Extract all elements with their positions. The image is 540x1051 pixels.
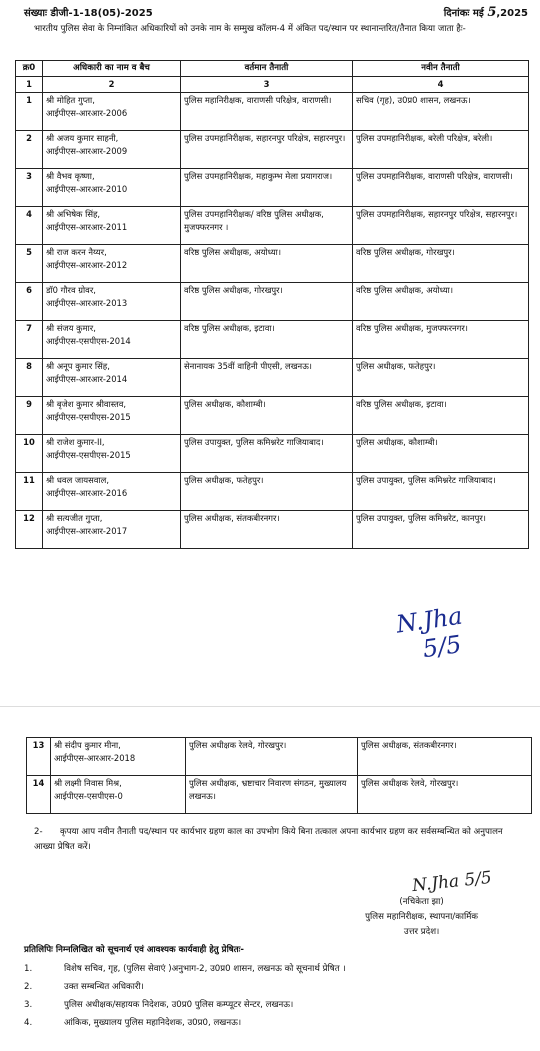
cell-serial: 7 — [16, 321, 43, 359]
cell-current-posting: पुलिस अधीक्षक, कौशाम्बी। — [181, 397, 353, 435]
cell-officer-name: श्री अनूप कुमार सिंह, आईपीएस-आरआर-2014 — [43, 359, 181, 397]
table-row — [16, 131, 529, 169]
cell-current-posting: पुलिस अधीक्षक, संतकबीरनगर। — [181, 511, 353, 549]
cell-new-posting: पुलिस अधीक्षक रेलवे, गोरखपुर। — [358, 776, 532, 814]
col-number: 3 — [181, 77, 353, 93]
copy-item — [24, 1016, 530, 1031]
cell-officer-name: श्री संदीप कुमार मीना, आईपीएस-आरआर-2018 — [51, 738, 186, 776]
cell-current-posting: पुलिस अधीक्षक, भ्रष्टाचार निवारण संगठन, मुख्यालय लखनऊ। — [186, 776, 358, 814]
table-row — [16, 397, 529, 435]
copy-item-text: उक्त सम्बन्धित अधिकारी। — [64, 982, 144, 992]
signatory-name: (नचिकेता झा) — [399, 897, 444, 907]
copy-item — [24, 998, 530, 1013]
signatory-state: उत्तर प्रदेश। — [403, 927, 440, 937]
cell-new-posting: वरिष्ठ पुलिस अधीक्षक, मुजफ्फरनगर। — [353, 321, 529, 359]
cell-current-posting: पुलिस महानिरीक्षक, वाराणसी परिक्षेत्र, वाराणसी। — [181, 93, 353, 131]
table-row — [16, 283, 529, 321]
cell-new-posting: पुलिस उपायुक्त, पुलिस कमिश्नरेट गाजियाबाद। — [353, 473, 529, 511]
cell-new-posting: पुलिस अधीक्षक, संतकबीरनगर। — [358, 738, 532, 776]
copy-item-text: आंकिक, मुख्यालय पुलिस महानिदेशक, उ0प्र0, लखनऊ। — [64, 1018, 242, 1028]
cell-serial: 12 — [16, 511, 43, 549]
cell-current-posting: पुलिस उपमहानिरीक्षक, महाकुम्भ मेला प्रयागराज। — [181, 169, 353, 207]
handwritten-signature-1: N.Jha 5/5 — [394, 601, 465, 667]
cell-officer-name: श्री अजय कुमार साहनी, आईपीएस-आरआर-2009 — [43, 131, 181, 169]
cell-new-posting: वरिष्ठ पुलिस अधीक्षक, इटावा। — [353, 397, 529, 435]
table-body-page-2 — [27, 738, 532, 814]
col-number: 4 — [353, 77, 529, 93]
table-row — [16, 359, 529, 397]
table-row — [16, 207, 529, 245]
copy-list — [24, 962, 530, 1031]
copy-item-number: 3. — [24, 1000, 33, 1010]
cell-current-posting: पुलिस उपायुक्त, पुलिस कमिश्नरेट गाजियाबाद। — [181, 435, 353, 473]
cell-current-posting: पुलिस अधीक्षक, फतेहपुर। — [181, 473, 353, 511]
cell-officer-name: श्री अभिषेक सिंह, आईपीएस-आरआर-2011 — [43, 207, 181, 245]
cell-officer-name: श्री राजेश कुमार-II, आईपीएस-एसपीएस-2015 — [43, 435, 181, 473]
copy-to-section — [24, 943, 530, 1034]
cell-officer-name: श्री वैभव कृष्णा, आईपीएस-आरआर-2010 — [43, 169, 181, 207]
cell-serial: 2 — [16, 131, 43, 169]
cell-new-posting: सचिव (गृह), उ0प्र0 शासन, लखनऊ। — [353, 93, 529, 131]
instruction-paragraph — [34, 825, 526, 855]
copy-heading: प्रतिलिपिः निम्नलिखित को सूचनार्थ एवं आवश्यक कार्यवाही हेतु प्रेषितः- — [24, 945, 244, 955]
cell-serial: 1 — [16, 93, 43, 131]
table-row — [16, 93, 529, 131]
date-label: दिनांकः मई — [443, 8, 484, 19]
cell-serial: 4 — [16, 207, 43, 245]
cell-officer-name: श्री बृजेश कुमार श्रीवास्तव, आईपीएस-एसपीएस-2015 — [43, 397, 181, 435]
cell-officer-name: श्री राज करन नैय्यर, आईपीएस-आरआर-2012 — [43, 245, 181, 283]
cell-serial: 14 — [27, 776, 51, 814]
table-row — [16, 473, 529, 511]
cell-officer-name: श्री मोहित गुप्ता, आईपीएस-आरआर-2006 — [43, 93, 181, 131]
paragraph-number: 2- — [34, 827, 43, 837]
col-number: 1 — [16, 77, 43, 93]
page-break — [0, 706, 540, 707]
col-number: 2 — [43, 77, 181, 93]
table-body-page-1 — [16, 93, 529, 549]
copy-item-number: 4. — [24, 1018, 33, 1028]
cell-serial: 8 — [16, 359, 43, 397]
date-year: ,2025 — [496, 8, 528, 19]
cell-serial: 3 — [16, 169, 43, 207]
cell-officer-name: श्री लक्ष्मी निवास मिश्र, आईपीएस-एसपीएस-0 — [51, 776, 186, 814]
intro-paragraph: भारतीय पुलिस सेवा के निम्नांकित अधिकारियों को उनके नाम के सम्मुख कॉलम-4 में अंकित पद/स्थान पर स्थानान्तरित/तैनात किया जाता हैः- — [34, 24, 466, 34]
transfer-table-page-1 — [15, 60, 529, 549]
cell-current-posting: पुलिस उपमहानिरीक्षक, सहारनपुर परिक्षेत्र, सहारनपुर। — [181, 131, 353, 169]
copy-item — [24, 962, 530, 977]
col-header-new: नवीन तैनाती — [353, 61, 529, 77]
table-header-row — [16, 61, 529, 77]
table-row — [16, 511, 529, 549]
table-row — [27, 738, 532, 776]
table-row — [16, 245, 529, 283]
table-row — [16, 169, 529, 207]
cell-new-posting: पुलिस अधीक्षक, फतेहपुर। — [353, 359, 529, 397]
copy-item-number: 1. — [24, 964, 33, 974]
cell-new-posting: वरिष्ठ पुलिस अधीक्षक, गोरखपुर। — [353, 245, 529, 283]
copy-item-text: विशेष सचिव, गृह, (पुलिस सेवाएं )अनुभाग-2, उ0प्र0 शासन, लखनऊ को सूचनार्थ प्रेषित । — [64, 964, 346, 974]
cell-current-posting: पुलिस उपमहानिरीक्षक/ वरिष्ठ पुलिस अधीक्षक, मुजफ्फरनगर । — [181, 207, 353, 245]
cell-officer-name: डॉ0 गौरव ग्रोवर, आईपीएस-आरआर-2013 — [43, 283, 181, 321]
cell-serial: 10 — [16, 435, 43, 473]
date-day: 5 — [487, 5, 497, 20]
cell-serial: 9 — [16, 397, 43, 435]
reference-number: संख्याः डीजी-1-18(05)-2025 — [24, 8, 153, 19]
table-row — [16, 321, 529, 359]
cell-current-posting: वरिष्ठ पुलिस अधीक्षक, इटावा। — [181, 321, 353, 359]
copy-item — [24, 980, 530, 995]
cell-current-posting: वरिष्ठ पुलिस अधीक्षक, गोरखपुर। — [181, 283, 353, 321]
cell-officer-name: श्री सत्यजीत गुप्ता, आईपीएस-आरआर-2017 — [43, 511, 181, 549]
cell-serial: 5 — [16, 245, 43, 283]
cell-serial: 13 — [27, 738, 51, 776]
cell-officer-name: श्री धवल जायसवाल, आईपीएस-आरआर-2016 — [43, 473, 181, 511]
handwritten-signature-2: N.Jha 5/5 — [411, 867, 493, 897]
cell-new-posting: पुलिस अधीक्षक, कौशाम्बी। — [353, 435, 529, 473]
column-number-row — [16, 77, 529, 93]
table-row — [16, 435, 529, 473]
cell-current-posting: वरिष्ठ पुलिस अधीक्षक, अयोध्या। — [181, 245, 353, 283]
transfer-table-page-2 — [26, 737, 532, 814]
cell-serial: 11 — [16, 473, 43, 511]
cell-current-posting: पुलिस अधीक्षक रेलवे, गोरखपुर। — [186, 738, 358, 776]
cell-serial: 6 — [16, 283, 43, 321]
signatory-designation: पुलिस महानिरीक्षक, स्थापना/कार्मिक — [365, 912, 478, 922]
cell-new-posting: पुलिस उपमहानिरीक्षक, बरेली परिक्षेत्र, बरेली। — [353, 131, 529, 169]
col-header-current: वर्तमान तैनाती — [181, 61, 353, 77]
cell-new-posting: वरिष्ठ पुलिस अधीक्षक, अयोध्या। — [353, 283, 529, 321]
copy-item-text: पुलिस अधीक्षक/सहायक निदेशक, उ0प्र0 पुलिस कम्प्यूटर सेन्टर, लखनऊ। — [64, 1000, 294, 1010]
document-header — [24, 5, 528, 19]
signatory-block — [365, 895, 478, 940]
cell-new-posting: पुलिस उपायुक्त, पुलिस कमिश्नरेट, कानपुर। — [353, 511, 529, 549]
document-date — [444, 5, 528, 20]
table-row — [27, 776, 532, 814]
col-header-sr: क्र0 — [16, 61, 43, 77]
col-header-name: अधिकारी का नाम व बैच — [43, 61, 181, 77]
cell-current-posting: सेनानायक 35वीं वाहिनी पीएसी, लखनऊ। — [181, 359, 353, 397]
cell-officer-name: श्री संजय कुमार, आईपीएस-एसपीएस-2014 — [43, 321, 181, 359]
cell-new-posting: पुलिस उपमहानिरीक्षक, वाराणसी परिक्षेत्र, वाराणसी। — [353, 169, 529, 207]
copy-item-number: 2. — [24, 982, 33, 992]
cell-new-posting: पुलिस उपमहानिरीक्षक, सहारनपुर परिक्षेत्र, सहारनपुर। — [353, 207, 529, 245]
paragraph-text: कृपया आप नवीन तैनाती पद/स्थान पर कार्यभार ग्रहण काल का उपभोग किये बिना तत्काल अपना कार्यभार ग्रहण कर सर्वसम्बन्धित को अनुपालन आख्या प्रेषित करें। — [34, 827, 503, 852]
